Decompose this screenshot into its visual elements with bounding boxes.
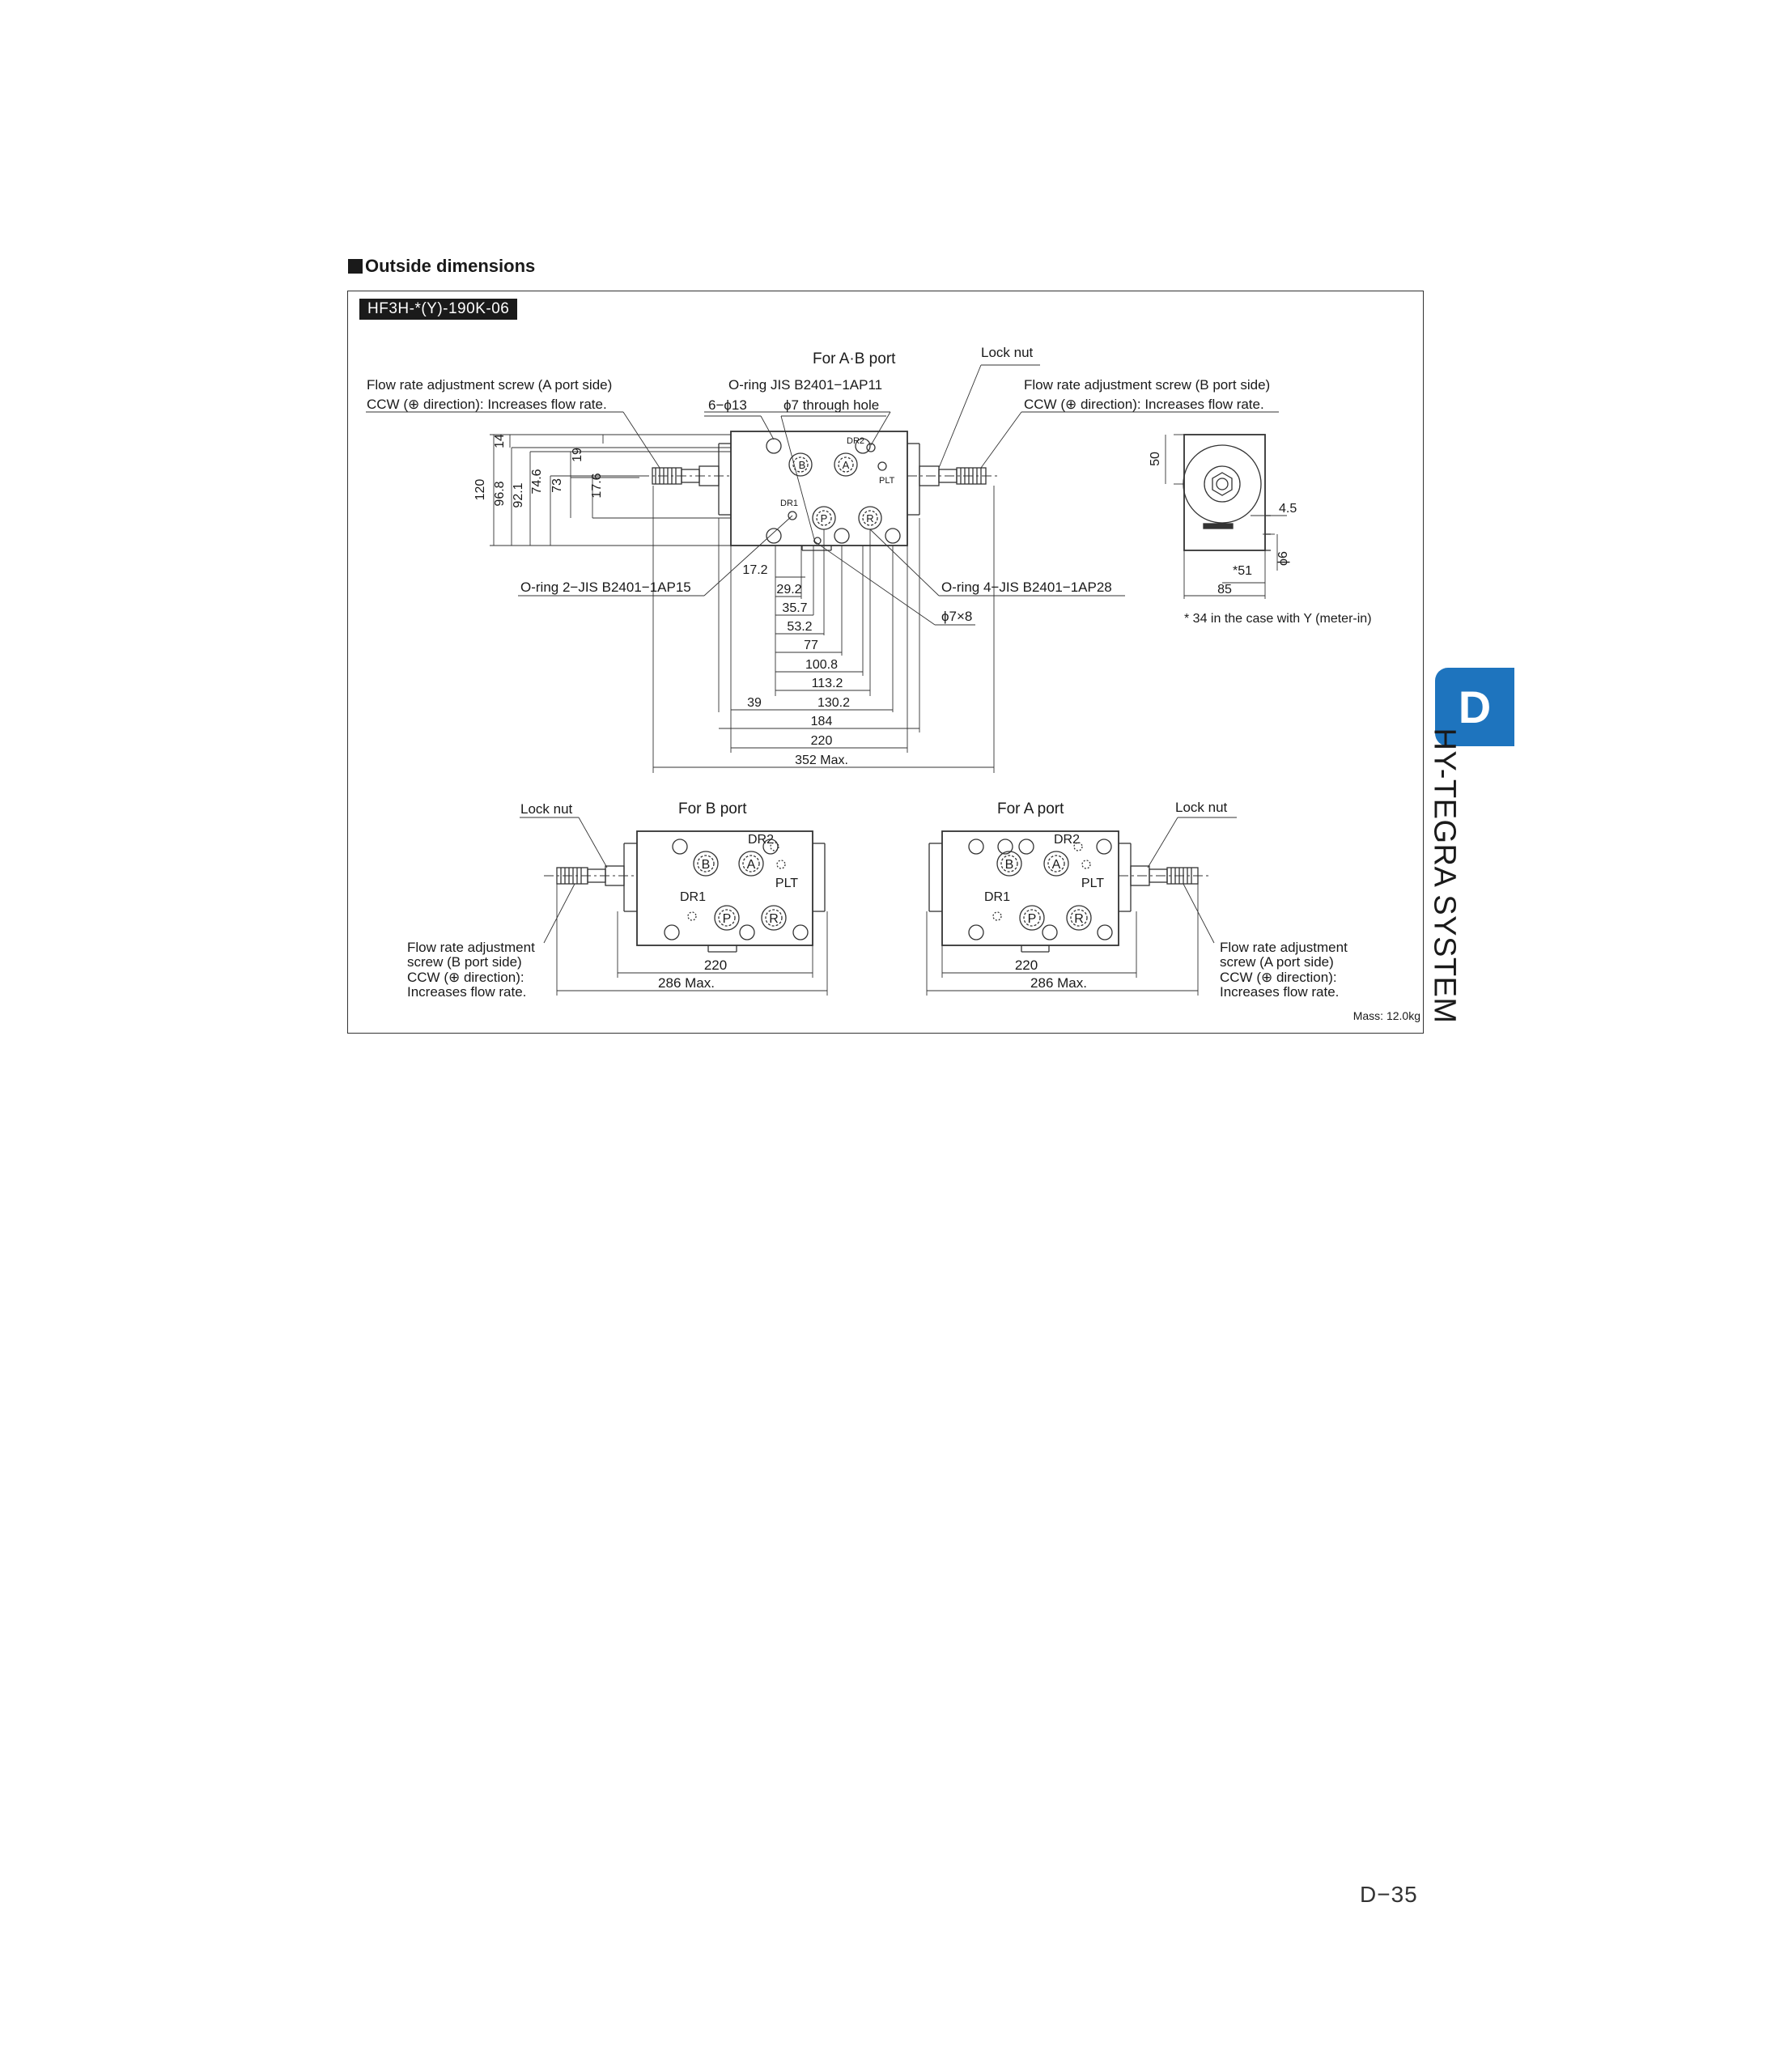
a-view-port-b: B: [1004, 858, 1014, 872]
side-dim-85: 85: [1217, 583, 1232, 597]
a-view-plt: PLT: [1081, 877, 1105, 890]
section-tab-d: D: [1435, 668, 1514, 746]
plt-label: PLT: [879, 476, 895, 486]
screw-b-line2: CCW (⊕ direction): Increases flow rate.: [1024, 397, 1264, 412]
port-r-label: R: [866, 512, 874, 524]
note-34: * 34 in the case with Y (meter-in): [1184, 612, 1372, 626]
page-number: D−35: [1360, 1882, 1418, 1907]
oring-ap15-label: O-ring 2−JIS B2401−1AP15: [520, 580, 691, 595]
port-b-label: B: [798, 459, 806, 471]
dr2-label: DR2: [847, 436, 865, 446]
dim-113-2: 113.2: [811, 677, 843, 690]
dim-14: 14: [493, 434, 507, 448]
dim-39: 39: [747, 696, 762, 710]
a-screw-line3: CCW (⊕ direction):: [1220, 970, 1337, 985]
vertical-dimension-lines: [490, 435, 731, 546]
main-body-top-view: [639, 431, 999, 550]
side-dim-4-5: 4.5: [1279, 502, 1297, 516]
screw-b-line1: Flow rate adjustment screw (B port side): [1024, 377, 1271, 393]
a-screw-line2: screw (A port side): [1220, 954, 1334, 970]
b-view-dim-286: 286 Max.: [658, 975, 715, 991]
b-screw-line2: screw (B port side): [407, 954, 522, 970]
section-title-text: Outside dimensions: [365, 256, 536, 276]
dim-96-8: 96.8: [493, 481, 507, 507]
a-view-dim-220: 220: [1014, 957, 1038, 973]
a-view-port-r: R: [1074, 912, 1084, 926]
dim-220: 220: [810, 734, 833, 748]
side-section-title: HY-TEGRA SYSTEM: [1427, 728, 1462, 1024]
lock-nut-a-label: Lock nut: [1175, 800, 1228, 815]
model-tag: HF3H-*(Y)-190K-06: [359, 299, 517, 320]
phi7x8-label: ϕ7×8: [941, 609, 973, 624]
dim-35-7: 35.7: [782, 601, 808, 615]
through-hole-label: ϕ7 through hole: [783, 397, 880, 413]
a-view-port-a: A: [1051, 858, 1061, 872]
side-dim-phi6: ϕ6: [1276, 551, 1290, 566]
dim-19: 19: [571, 448, 584, 462]
lock-nut-b-label: Lock nut: [520, 801, 573, 817]
a-view-dr2: DR2: [1053, 833, 1081, 847]
dim-120: 120: [473, 478, 487, 501]
b-view-dim-220: 220: [703, 957, 728, 973]
a-view-dim-286: 286 Max.: [1030, 975, 1087, 991]
side-view: [1183, 435, 1271, 550]
side-dim-51: *51: [1232, 564, 1253, 578]
b-screw-line4: Increases flow rate.: [407, 984, 527, 1000]
a-screw-line4: Increases flow rate.: [1220, 984, 1340, 1000]
dim-92-1: 92.1: [512, 482, 525, 508]
dim-29-2: 29.2: [776, 583, 802, 597]
a-screw-line1: Flow rate adjustment: [1220, 940, 1348, 955]
for-b-port-label: For B port: [678, 800, 747, 817]
dim-77: 77: [804, 639, 818, 652]
b-screw-line3: CCW (⊕ direction):: [407, 970, 524, 985]
holes-13-label: 6−ϕ13: [708, 397, 747, 413]
b-view-port-p: P: [722, 912, 732, 926]
oring-ap11-label: O-ring JIS B2401−1AP11: [728, 377, 883, 393]
dr1-label: DR1: [780, 499, 799, 508]
dim-17-2: 17.2: [742, 563, 768, 577]
lock-nut-label: Lock nut: [981, 345, 1034, 360]
side-dim-50: 50: [1149, 452, 1162, 466]
for-ab-port-label: For A·B port: [813, 350, 896, 367]
dim-184: 184: [810, 715, 833, 728]
a-view-dr1: DR1: [983, 890, 1011, 904]
b-view-port-b: B: [701, 858, 711, 872]
horizontal-dimension-lines: [653, 486, 994, 773]
port-p-label: P: [820, 512, 828, 524]
a-view-port-p: P: [1027, 912, 1037, 926]
b-view-dr2: DR2: [747, 833, 775, 847]
a-port-view: [929, 831, 1211, 952]
b-view-plt: PLT: [775, 877, 799, 890]
screw-a-line2: CCW (⊕ direction): Increases flow rate.: [367, 397, 607, 412]
dim-17-6: 17.6: [590, 473, 604, 499]
dim-100-8: 100.8: [805, 658, 839, 672]
oring-ap28-label: O-ring 4−JIS B2401−1AP28: [941, 580, 1112, 595]
screw-a-line1: Flow rate adjustment screw (A port side): [367, 377, 613, 393]
b-view-port-a: A: [746, 858, 756, 872]
for-a-port-label: For A port: [997, 800, 1064, 817]
b-view-dr1: DR1: [679, 890, 707, 904]
mass-label: Mass: 12.0kg: [1352, 1009, 1420, 1022]
dim-130-2: 130.2: [817, 696, 851, 710]
b-view-port-r: R: [769, 912, 779, 926]
dim-53-2: 53.2: [787, 620, 813, 634]
dim-73: 73: [550, 478, 564, 493]
port-a-label: A: [842, 459, 850, 471]
dim-74-6: 74.6: [530, 469, 544, 495]
b-screw-line1: Flow rate adjustment: [407, 940, 535, 955]
dim-352-max: 352 Max.: [795, 754, 848, 767]
